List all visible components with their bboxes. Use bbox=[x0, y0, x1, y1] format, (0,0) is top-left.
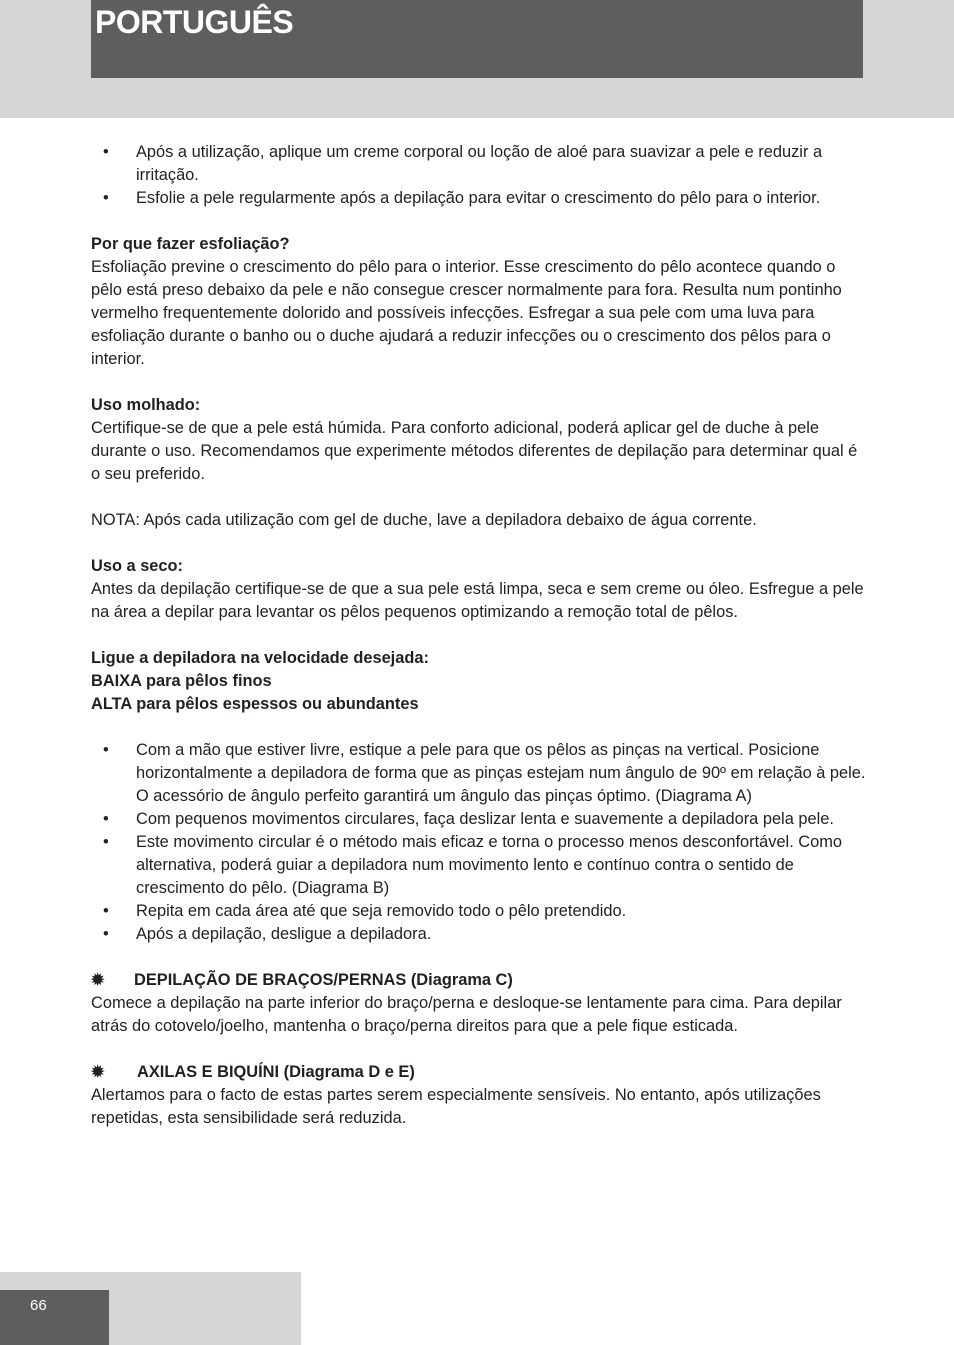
speed-high: ALTA para pêlos espessos ou abundantes bbox=[91, 695, 419, 713]
exfoliation-body: Esfoliação previne o crescimento do pêlo para o interior. Esse crescimento do pêlo acontece quando o pêlo está preso debaixo da pele e não consegue crescer normalmente para fora. Resulta num pontinho vermelho frequentemente dolorido and possíveis infecções. Esfregar a sua pele com uma luva para esfoliação durante o banho ou o duche ajudará a reduzir infecções ou o crescimento dos pêlos para o interior. bbox=[91, 258, 842, 368]
intro-bullet-list bbox=[91, 141, 866, 210]
main-content bbox=[91, 141, 866, 1130]
list-item: • Esfolie a pele regularmente após a depilação para evitar o crescimento do pêlo para o interior. bbox=[91, 187, 866, 210]
arms-legs-body: Comece a depilação na parte inferior do braço/perna e desloque-se lentamente para cima. Para depilar atrás do cotovelo/joelho, mantenha o braço/perna direitos para que a pele fique esticada. bbox=[91, 994, 842, 1035]
page-number-box bbox=[0, 1290, 109, 1345]
list-item: • Repita em cada área até que seja removido todo o pêlo pretendido. bbox=[91, 900, 866, 923]
dry-use-heading: Uso a seco: bbox=[91, 557, 184, 575]
arms-legs-heading-text: DEPILAÇÃO DE BRAÇOS/PERNAS (Diagrama C) bbox=[134, 971, 513, 989]
list-item: • Este movimento circular é o método mais eficaz e torna o processo menos desconfortável. Como alternativa, poderá guiar a depiladora num movimento lento e contínuo contra o sentido de crescimento do pêlo. (Diagrama B) bbox=[91, 831, 866, 900]
arms-legs-heading bbox=[91, 969, 866, 992]
dry-use-body: Antes da depilação certifique-se de que a sua pele está limpa, seca e sem creme ou óleo. Esfregue a pele na área a depilar para levantar os pêlos pequenos optimizando a remoção total de pêlos. bbox=[91, 580, 864, 621]
usage-bullet-list bbox=[91, 739, 866, 946]
speed-instruction: Ligue a depiladora na velocidade desejada: bbox=[91, 649, 429, 667]
page-title: PORTUGUÊS bbox=[95, 4, 294, 40]
wet-use-body: Certifique-se de que a pele está húmida. Para conforto adicional, poderá aplicar gel de duche à pele durante o uso. Recomendamos que experimente métodos diferentes de depilação para determinar qual é o seu preferido. bbox=[91, 419, 858, 483]
list-item: • Após a depilação, desligue a depiladora. bbox=[91, 923, 866, 946]
list-item: • Com a mão que estiver livre, estique a pele para que os pêlos as pinças na vertical. Posicione horizontalmente a depiladora de forma que as pinças estejam num ângulo de 90º em relação à pele. O acessório de ângulo perfeito garantirá um ângulo das pinças óptimo. (Diagrama A) bbox=[91, 739, 866, 808]
list-item: • Após a utilização, aplique um creme corporal ou loção de aloé para suavizar a pele e reduzir a irritação. bbox=[91, 141, 866, 187]
speed-low: BAIXA para pêlos finos bbox=[91, 672, 272, 690]
note-text: NOTA: Após cada utilização com gel de duche, lave a depiladora debaixo de água corrente. bbox=[91, 511, 757, 529]
page-number: 66 bbox=[30, 1297, 47, 1314]
wet-use-heading: Uso molhado: bbox=[91, 396, 201, 414]
exfoliation-heading: Por que fazer esfoliação? bbox=[91, 235, 290, 253]
underarms-heading bbox=[91, 1061, 866, 1084]
sun-star-icon: ✹ bbox=[91, 972, 105, 989]
underarms-body: Alertamos para o facto de estas partes serem especialmente sensíveis. No entanto, após utilizações repetidas, esta sensibilidade será reduzida. bbox=[91, 1086, 821, 1127]
title-bar bbox=[91, 0, 863, 78]
underarms-heading-text: AXILAS E BIQUÍNI (Diagrama D e E) bbox=[137, 1063, 415, 1081]
sun-star-icon: ✹ bbox=[91, 1064, 105, 1081]
list-item: • Com pequenos movimentos circulares, faça deslizar lenta e suavemente a depiladora pela pele. bbox=[91, 808, 866, 831]
